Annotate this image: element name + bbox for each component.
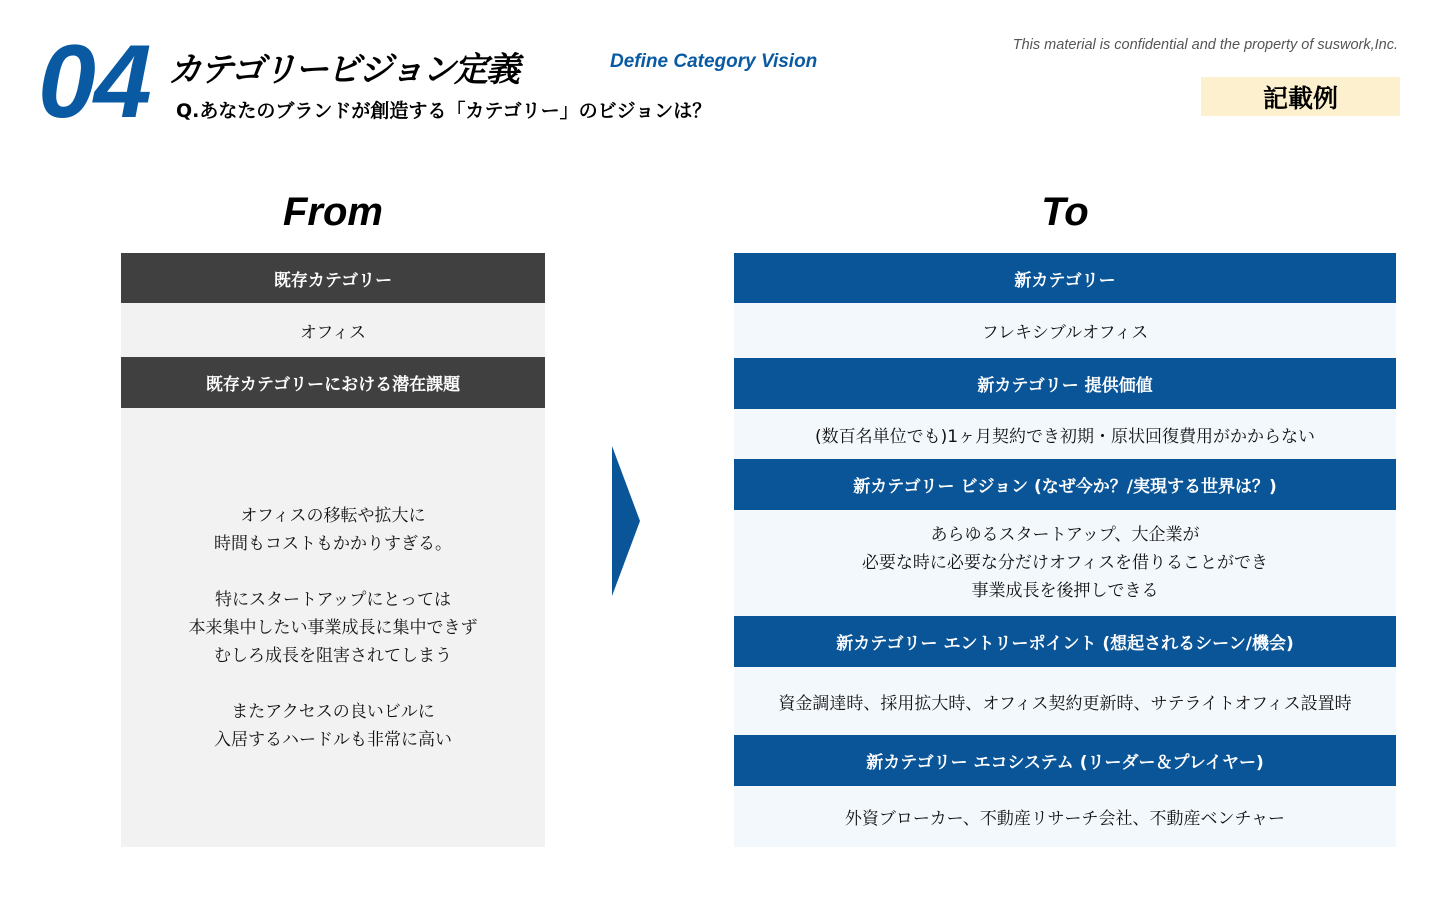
ecosystem-text: 外資ブローカー、不動産リサーチ会社、不動産ベンチャー [734,786,1396,847]
confidential-notice: This material is confidential and the property of suswork,Inc. [1012,37,1398,53]
issue-line: オフィスの移転や拡大に [240,505,426,526]
existing-category-value: オフィス [121,303,545,357]
entry-point-text: 資金調達時、採用拡大時、オフィス契約更新時、サテライトオフィス設置時 [734,667,1396,735]
from-heading: From [283,190,383,234]
issue-line: またアクセスの良いビルに [231,701,435,722]
to-heading: To [1041,190,1089,234]
page-title: カテゴリービジョン定義 [168,50,518,90]
new-category-header: 新カテゴリー [734,253,1396,303]
section-number: 04 [38,24,150,140]
page-subtitle-en: Define Category Vision [610,51,818,72]
issue-line: 入居するハードルも非常に高い [214,729,452,750]
potential-issues-body [121,408,545,847]
vision-line: 事業成長を後押しできる [971,581,1159,601]
example-badge: 記載例 [1201,77,1400,116]
vision-body [734,510,1396,616]
vision-line: あらゆるスタートアップ、大企業が [930,525,1200,545]
new-category-value: フレキシブルオフィス [734,303,1396,358]
issue-line: 時間もコストもかかりすぎる。 [214,533,452,554]
issue-line: 特にスタートアップにとっては [215,589,451,610]
ecosystem-header: 新カテゴリー エコシステム (リーダー＆プレイヤー) [734,735,1396,786]
vision-line: 必要な時に必要な分だけオフィスを借りることができ [861,553,1269,573]
question-text: Q.あなたのブランドが創造する「カテゴリー」のビジョンは？ [176,100,712,122]
entry-point-header: 新カテゴリー エントリーポイント (想起されるシーン/機会) [734,616,1396,667]
vision-header: 新カテゴリー ビジョン (なぜ今か？/実現する世界は？) [734,459,1396,510]
potential-issues-header: 既存カテゴリーにおける潜在課題 [121,357,545,408]
issue-line: むしろ成長を阻害されてしまう [214,645,452,666]
chevron-right-icon [612,446,642,596]
existing-category-header: 既存カテゴリー [121,253,545,303]
value-proposition-text: (数百名単位でも)1ヶ月契約でき初期・原状回復費用がかからない [734,409,1396,459]
issue-line: 本来集中したい事業成長に集中できず [188,617,478,638]
value-proposition-header: 新カテゴリー 提供価値 [734,358,1396,409]
